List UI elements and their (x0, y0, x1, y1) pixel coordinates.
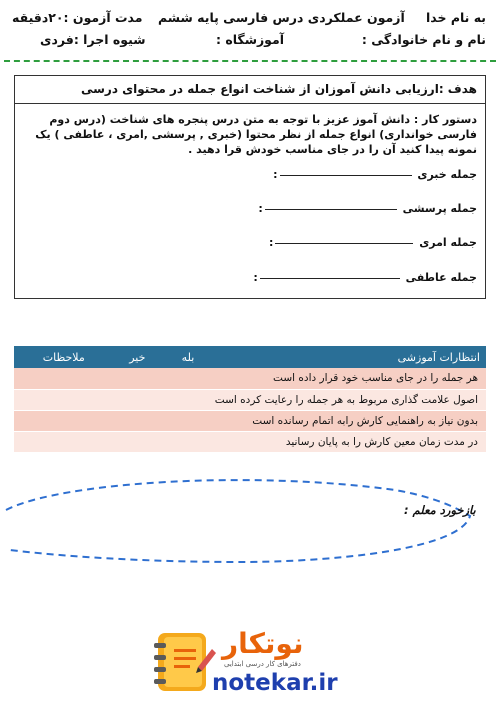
logo-name-fa: نوتکار (222, 627, 304, 660)
no-cell[interactable] (113, 389, 161, 410)
exam-method: شیوه اجرا :فردی (40, 32, 146, 47)
school-label: آموزشگاه : (216, 32, 285, 47)
header-notes: ملاحظات (14, 346, 113, 368)
answer-line[interactable] (265, 209, 397, 210)
sentence-row-declarative[interactable]: جمله خبری : (273, 168, 477, 181)
notebook-icon (150, 627, 220, 697)
notes-cell[interactable] (14, 368, 113, 389)
sentence-row-exclamatory[interactable]: جمله عاطفی : (253, 271, 477, 284)
criterion-text: در مدت زمان معین کارش را به پایان رسانید (215, 431, 486, 452)
notes-cell[interactable] (14, 431, 113, 452)
sentence-label: جمله عاطفی (405, 271, 477, 284)
sentence-label: جمله پرسشی (402, 202, 477, 215)
criterion-text: هر جمله را در جای مناسب خود قرار داده است (215, 368, 486, 389)
logo-tagline: دفترهای کار درسی ابتدایی (224, 660, 301, 668)
header-divider (4, 60, 496, 62)
notes-cell[interactable] (14, 389, 113, 410)
no-cell[interactable] (113, 368, 161, 389)
sentence-label: جمله امری (419, 236, 477, 249)
table-row (14, 431, 486, 452)
no-cell[interactable] (113, 410, 161, 431)
task-box (14, 75, 486, 299)
yes-cell[interactable] (161, 410, 215, 431)
table-row (14, 389, 486, 410)
feedback-outline-curve (0, 470, 500, 580)
header-expectations: انتظارات آموزشی (215, 346, 486, 368)
criterion-text: اصول علامت گذاری مربوط به هر جمله را رعایت کرده است (215, 389, 486, 410)
header-yes: بله (161, 346, 215, 368)
sentence-row-interrogative[interactable]: جمله پرسشی : (258, 202, 477, 215)
bismillah-text: به نام خدا (425, 10, 486, 25)
goal-text: هدف :ارزیابی دانش آموزان از شناخت انواع جمله در محتوای درسی (15, 76, 485, 104)
sentence-row-imperative[interactable]: جمله امری : (268, 236, 477, 249)
no-cell[interactable] (113, 431, 161, 452)
rubric-header-row (14, 346, 486, 368)
criterion-text: بدون نیاز به راهنمایی کارش رابه اتمام رسانده است (215, 410, 486, 431)
answer-line[interactable] (260, 278, 400, 279)
sentence-label: جمله خبری (417, 168, 477, 181)
exam-title: آزمون عملکردی درس فارسی پایه ششم (158, 10, 405, 25)
exam-duration: مدت آزمون :۲۰دقیقه (12, 10, 143, 25)
table-row (14, 368, 486, 389)
yes-cell[interactable] (161, 431, 215, 452)
yes-cell[interactable] (161, 368, 215, 389)
header-no: خیر (113, 346, 161, 368)
logo-name-en: notekar.ir (212, 670, 338, 696)
rubric-table (14, 346, 486, 453)
exam-header (0, 0, 500, 64)
table-row (14, 410, 486, 431)
notes-cell[interactable] (14, 410, 113, 431)
instructions-text: دستور کار : دانش آموز عزیز با توجه به متن درس پنجره های شناخت (درس دوم فارسی خوانداری) انواع جمله از نظر محتوا (خبری , پرسشی ,امری ، عاطفی ) یک نمونه پیدا کنید آن را در جای مناسب خودش قرا دهید . (35, 113, 477, 156)
answer-line[interactable] (275, 243, 413, 244)
yes-cell[interactable] (161, 389, 215, 410)
student-name-label: نام و نام خانوادگی : (361, 32, 486, 47)
answer-line[interactable] (280, 175, 412, 176)
teacher-feedback-label[interactable]: بازخورد معلم : (404, 503, 476, 517)
